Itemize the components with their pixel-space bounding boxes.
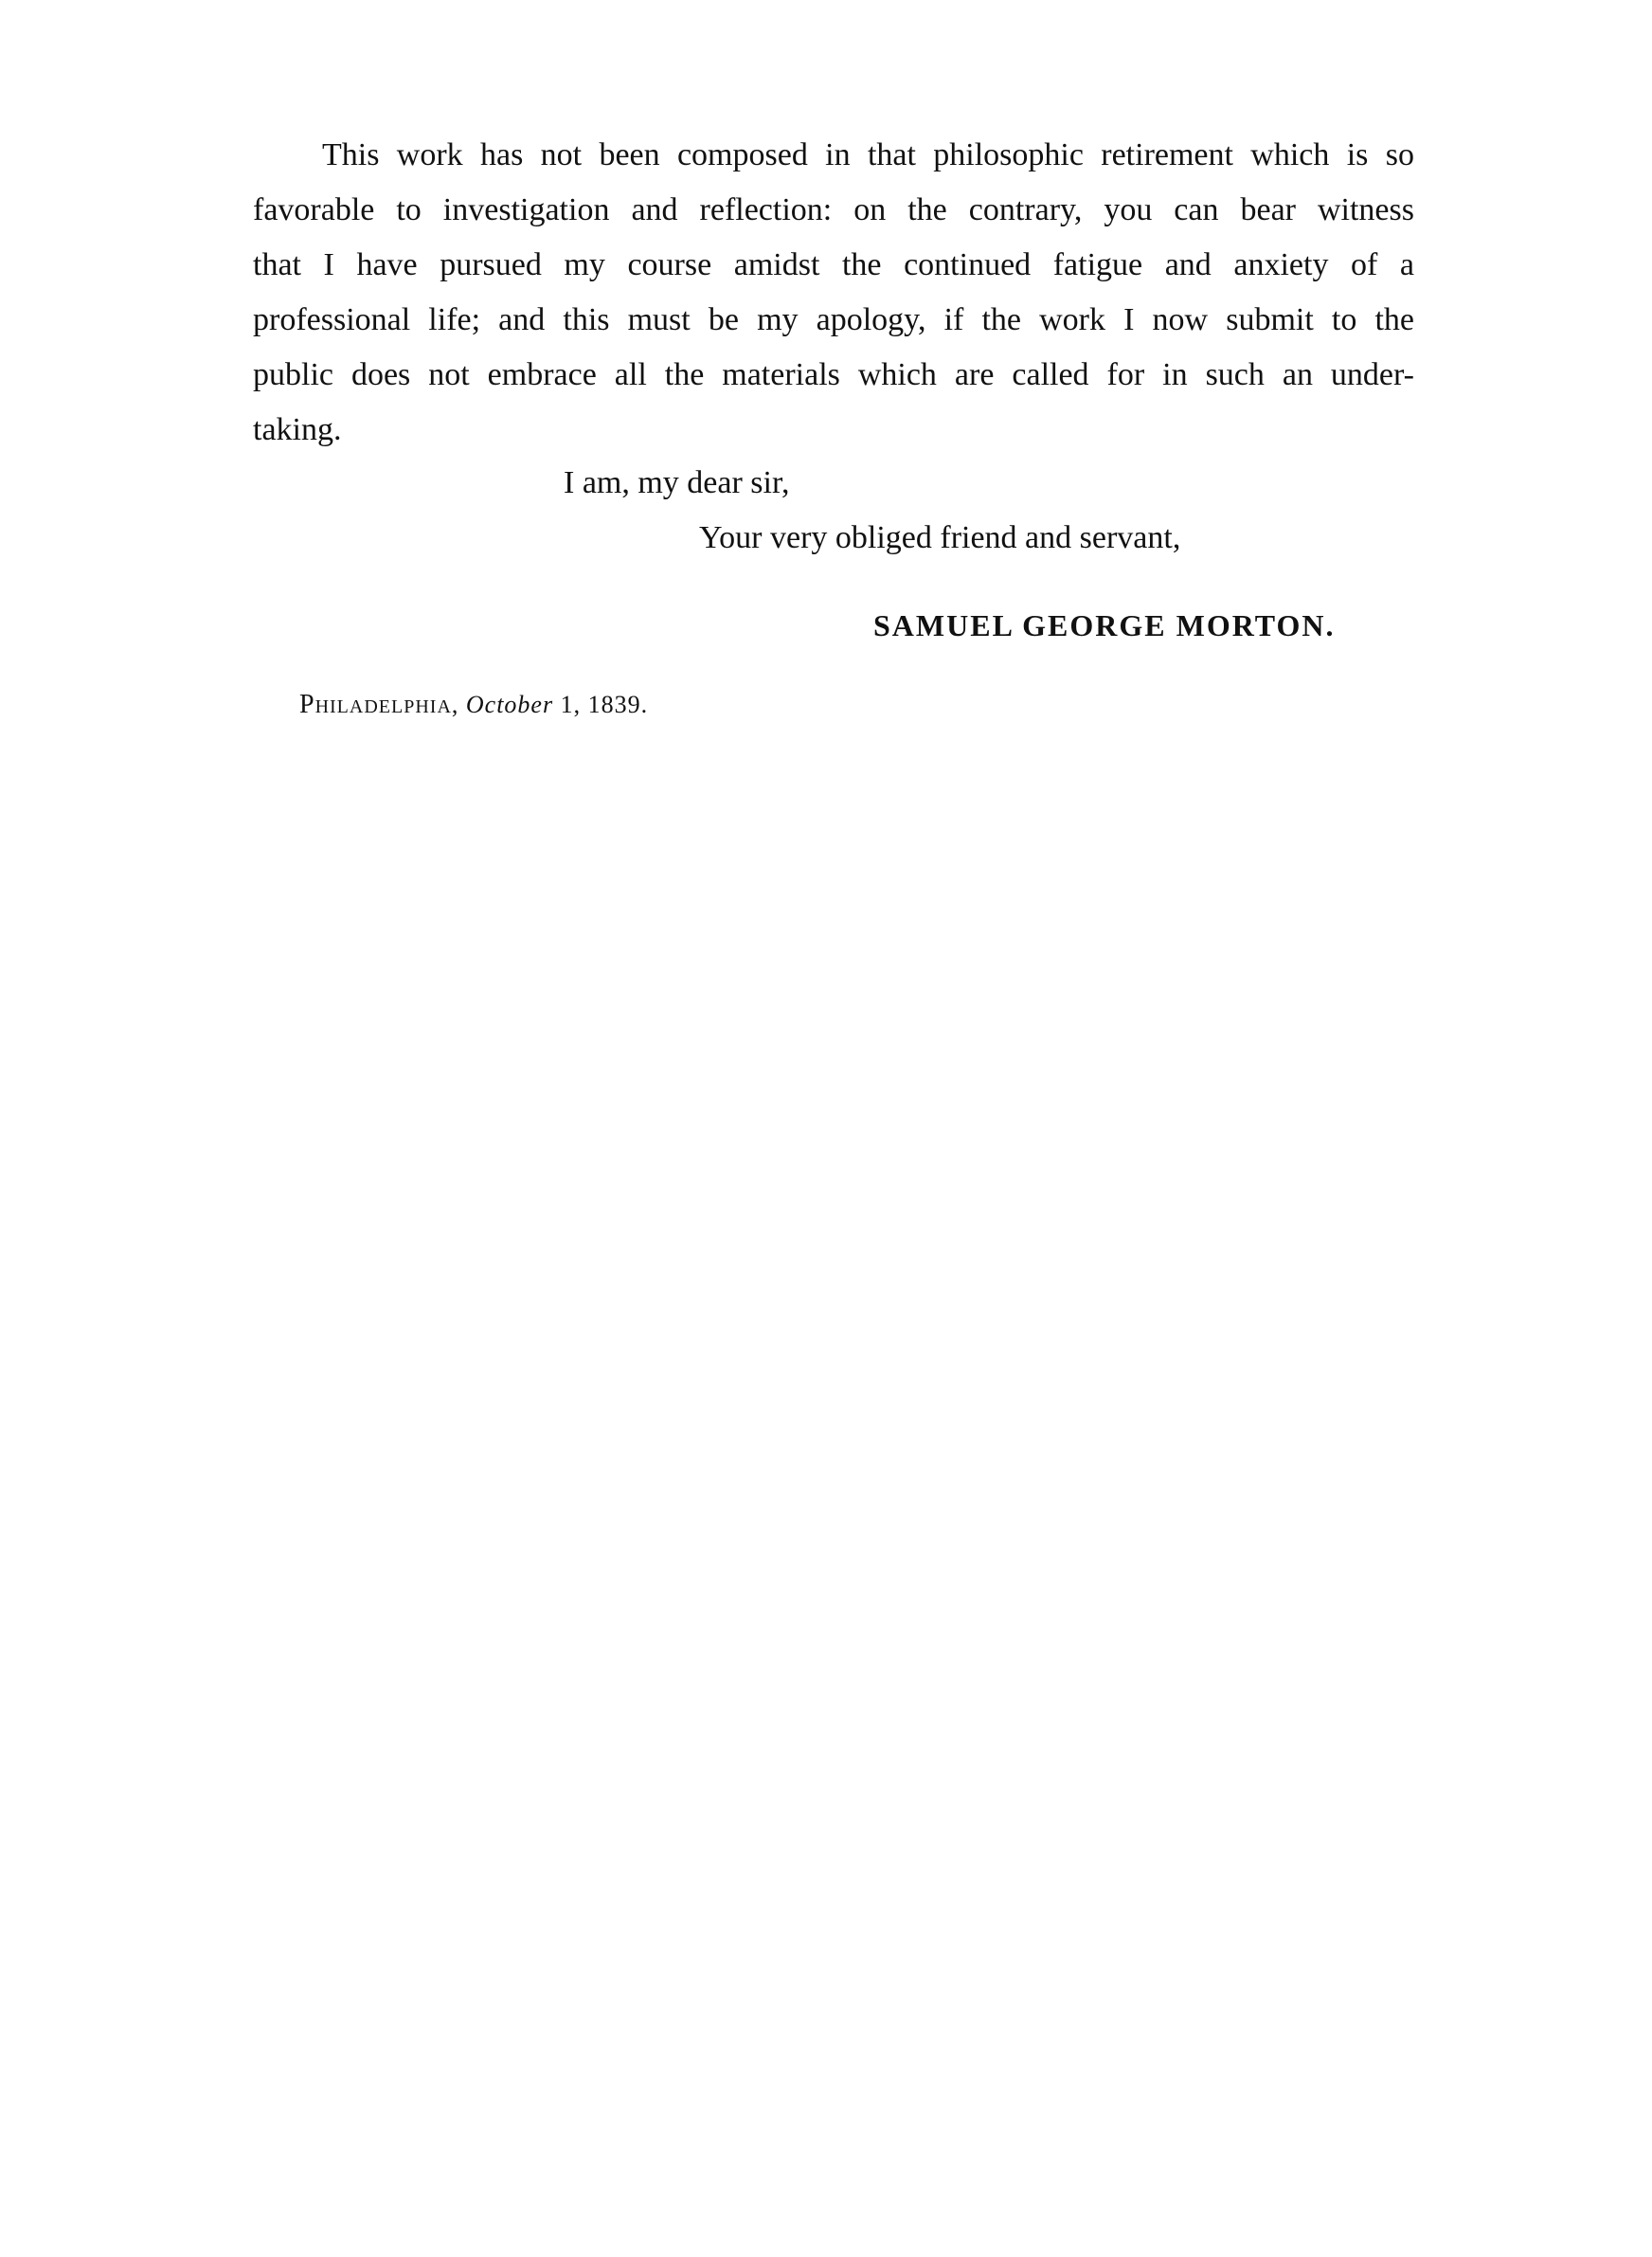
closing-salutation: I am, my dear sir,	[564, 465, 790, 500]
dateline-separator: ,	[451, 691, 466, 718]
dateline	[299, 689, 648, 721]
paragraph-line-2: favorable to investigation and reflection: on the contrary, you can bear witness	[253, 192, 1414, 227]
dateline-month: October	[465, 691, 554, 718]
paragraph-line-1: This work has not been composed in that philosophic retirement which is so	[322, 137, 1414, 172]
dateline-day-year: 1, 1839.	[553, 691, 649, 718]
paragraph-line-4: professional life; and this must be my apology, if the work I now submit to the	[253, 302, 1414, 337]
paragraph-line-5: public does not embrace all the materials which are called for in such an under-	[253, 357, 1414, 392]
dateline-place: Philadelphia	[299, 690, 452, 719]
author-signature: SAMUEL GEORGE MORTON.	[873, 608, 1336, 642]
paragraph-line-6: taking.	[253, 412, 342, 447]
paragraph-line-3: that I have pursued my course amidst the continued fatigue and anxiety of a	[253, 247, 1414, 282]
closing-valediction: Your very obliged friend and servant,	[699, 520, 1181, 555]
